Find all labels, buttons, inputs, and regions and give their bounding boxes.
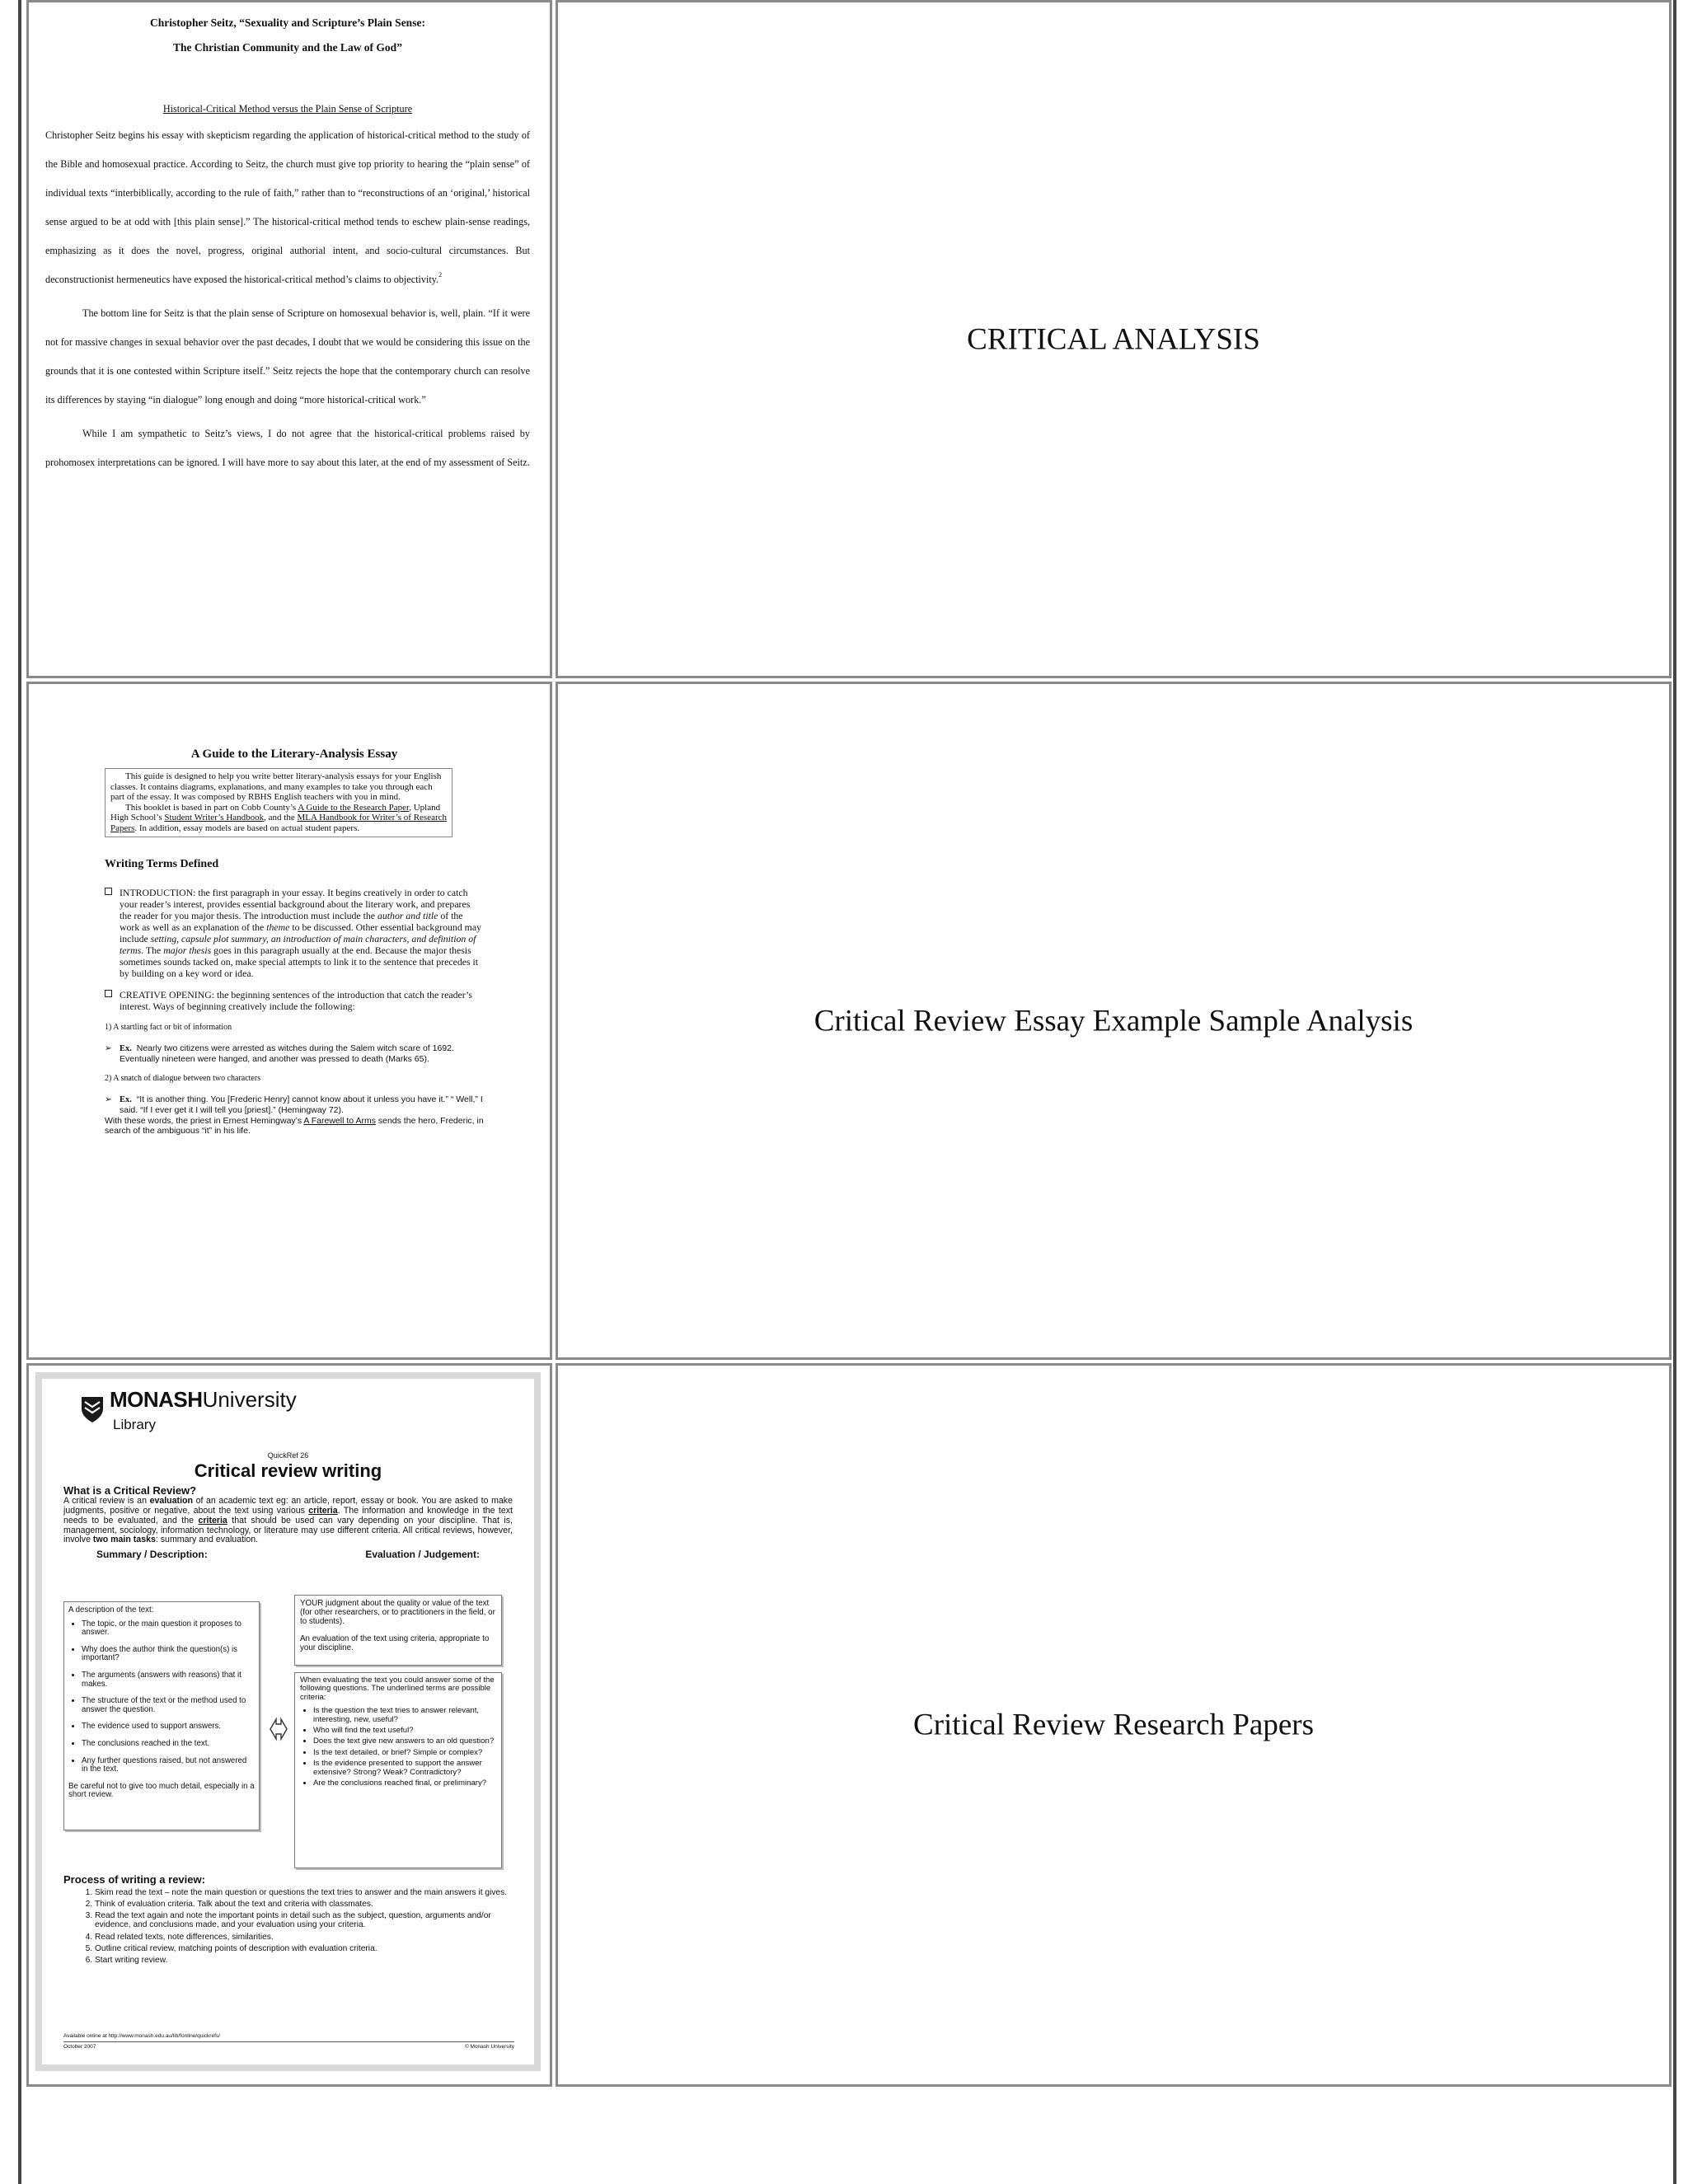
guide-title: A Guide to the Literary-Analysis Essay	[190, 748, 398, 761]
document-page-literary-guide	[29, 684, 550, 1357]
caption-critical-review-essay[interactable]: Critical Review Essay Example Sample Analysis	[814, 1004, 1414, 1038]
arrow-bullet-icon: ➢	[105, 1043, 112, 1053]
guide-example-2: ➢ Ex. “It is another thing. You [Frederic Henry] cannot know about it unless you have it.” “ Well,” I said. “If I ever get it I will tell you [priest].” (Hemingway 72).	[105, 1094, 483, 1116]
caption-critical-analysis[interactable]: CRITICAL ANALYSIS	[967, 322, 1260, 356]
doc-section-heading: Historical-Critical Method versus the Plain Sense of Scripture	[162, 103, 413, 115]
thumbnail-monash-quickref[interactable]	[26, 1363, 552, 2087]
logo-word-monash: MONASH	[110, 1387, 203, 1412]
doc-title-line2: The Christian Community and the Law of God”	[173, 41, 402, 54]
monash-logo	[80, 1387, 297, 1432]
footer-copyright: © Monash University	[464, 2044, 514, 2050]
evaluation-box-paragraph-2: An evaluation of the text using criteria, appropriate to your discipline.	[300, 1634, 490, 1652]
checkbox-bullet-icon	[105, 888, 112, 895]
guide-example-1: ➢ Ex. Nearly two citizens were arrested as witches during the Salem witch scare of 1692. Eventually nineteen were hanged, and another was pressed to death (Marks 65).	[105, 1043, 454, 1065]
guide-numbered-item-2: 2) A snatch of dialogue between two characters	[105, 1073, 261, 1083]
list-item: • The arguments (answers with reasons) that it makes.	[82, 1671, 255, 1689]
footnote-mark: 2	[438, 271, 443, 279]
thumbnail-seitz-essay[interactable]	[26, 0, 552, 678]
list-item: 1. Skim read the text – note the main question or questions the text tries to answer and the main answers it gives.	[95, 1888, 514, 1897]
doc-title-line1: Christopher Seitz, “Sexuality and Scripture’s Plain Sense:	[150, 16, 425, 29]
list-item: • Who will find the text useful?	[313, 1727, 496, 1735]
arrow-bullet-icon: ➢	[105, 1094, 112, 1104]
caption-cell-1[interactable]	[556, 0, 1672, 678]
list-item: 2. Think of evaluation criteria. Talk about the text and criteria with classmates.	[95, 1900, 514, 1909]
caption-cell-2[interactable]	[556, 682, 1672, 1360]
guide-section-heading: Writing Terms Defined	[105, 857, 219, 870]
guide-box-paragraph-1: This guide is designed to help you write better literary-analysis essays for your English classes. It contains diagrams, explanations, and many examples to take you through each part of the essay. It was composed by RBHS English teachers with you in mind.	[110, 771, 442, 803]
thumbnail-literary-guide[interactable]	[26, 682, 552, 1360]
list-item: 3. Read the text again and note the important points in detail such as the subject, question, arguments and/or evidence, and conclusions made, and your evaluation using your criteria.	[95, 1911, 514, 1929]
guide-bullet-introduction: INTRODUCTION: the first paragraph in your essay. It begins creatively in order to catch your reader’s interest, provides essential background about the literary work, and prepares the reader for you major thesis. The introduction must include the author and title of the work as well as an explanation of the theme to be discussed. Other essential background may include setting, capsule plot summary, an introduction of main characters, and definition of terms. The major thesis goes in this paragraph usually at the end. Because the major thesis sometimes sounds tacked on, make special attempts to link it to the sentence that precedes it by building on a key word or idea.	[105, 887, 484, 979]
summary-list	[68, 1620, 255, 1774]
double-arrow-icon	[270, 1713, 288, 1746]
quickref-title: Critical review writing	[194, 1460, 382, 1481]
list-item: • Is the question the text tries to answer relevant, interesting, new, useful?	[313, 1707, 496, 1724]
question-heading-2: Process of writing a review:	[63, 1873, 205, 1886]
document-page-seitz	[29, 2, 550, 676]
summary-box-heading: A description of the text:	[68, 1605, 154, 1615]
column-heading-evaluation: Evaluation / Judgement:	[365, 1548, 480, 1560]
guide-numbered-item-1: 1) A startling fact or bit of information	[105, 1022, 232, 1032]
summary-box-note: Be careful not to give too much detail, especially in a short review.	[68, 1781, 255, 1800]
guide-box-paragraph-2: This booklet is based in part on Cobb County’s A Guide to the Research Paper, Upland High School’s Student Writer’s Handbook, and the MLA Handbook for Writer’s of Research Papers. In addition, essay models are based on actual student papers.	[110, 802, 448, 833]
document-page-shadow	[35, 1372, 541, 2071]
document-page-monash	[42, 1379, 534, 2064]
list-item: 4. Read related texts, note differences, similarities.	[95, 1933, 514, 1942]
question-heading-1: What is a Critical Review?	[63, 1483, 197, 1497]
summary-box	[63, 1601, 260, 1830]
list-item: • Does the text give new answers to an old question?	[313, 1737, 496, 1746]
quickref-number: QuickRef 26	[267, 1451, 309, 1460]
list-item: • Any further questions raised, but not answered in the text.	[82, 1757, 255, 1774]
list-item: 5. Outline critical review, matching points of description with evaluation criteria.	[95, 1944, 514, 1953]
list-item: • The topic, or the main question it proposes to answer.	[82, 1620, 255, 1638]
column-heading-summary: Summary / Description:	[96, 1548, 208, 1560]
monash-shield-icon	[80, 1395, 105, 1423]
footer-url: Available online at http://www.monash.edu.au/lib/fonline/quickrefs/	[63, 2033, 220, 2039]
list-item: • Are the conclusions reached final, or preliminary?	[313, 1779, 496, 1788]
list-item: • Is the evidence presented to support the answer extensive? Strong? Weak? Contradictory?	[313, 1760, 496, 1777]
list-item: • The conclusions reached in the text.	[82, 1740, 255, 1749]
list-item: • The structure of the text or the method used to answer the question.	[82, 1697, 255, 1714]
checkbox-bullet-icon	[105, 990, 112, 997]
list-item: • Is the text detailed, or brief? Simple or complex?	[313, 1749, 496, 1757]
caption-cell-3[interactable]	[556, 1363, 1672, 2087]
footer-divider	[63, 2041, 514, 2042]
evaluation-box-paragraph-1: YOUR judgment about the quality or value of the text (for other researchers, or to practitioners in the field, or to students).	[300, 1599, 495, 1626]
logo-library: Library	[113, 1417, 156, 1432]
logo-word-university: University	[202, 1387, 297, 1412]
criteria-box	[294, 1672, 502, 1868]
criteria-box-heading: When evaluating the text you could answer some of the following questions. The underlined terms are possible criteria:	[300, 1675, 495, 1702]
guide-bullet-creative-opening: CREATIVE OPENING: the beginning sentences of the introduction that catch the reader’s interest. Ways of beginning creatively include the following:	[105, 989, 484, 1012]
doc-paragraph-1: Christopher Seitz begins his essay with skepticism regarding the application of historical-critical method to the study of the Bible and homosexual practice. According to Seitz, the church must give top priority to hearing the “plain sense” of individual texts “interbiblically, according to the rule of faith,” rather than to “reconstructions of an ‘original,’ historical sense argued to be at odd with [this plain sense].” The historical-critical method tends to eschew plain-sense readings, emphasizing as it does the novel, progress, original authorial intent, and socio-cultural circumstances. But deconstructionist hermeneutics have exposed the historical-critical method’s claims to objectivity.$^2$	[45, 129, 530, 285]
guide-example-2-followup: With these words, the priest in Ernest Hemingway’s A Farewell to Arms sends the hero, Frederic, in search of the ambiguous “it” in his life.	[105, 1115, 484, 1137]
list-item: • The evidence used to support answers.	[82, 1722, 255, 1732]
doc-paragraph-3: While I am sympathetic to Seitz’s views, I do not agree that the historical-critical problems raised by prohomosex interpretations can be ignored. I will have more to say about this later, at the end of my assessment of Seitz.	[45, 428, 530, 468]
list-item: 6. Start writing review.	[95, 1956, 514, 1965]
column-headings	[96, 1550, 480, 1560]
caption-critical-review-research[interactable]: Critical Review Research Papers	[913, 1708, 1314, 1742]
page-footer	[63, 2033, 514, 2050]
list-item: • Why does the author think the question(s) is important?	[82, 1646, 255, 1663]
process-steps	[63, 1888, 514, 1965]
doc-paragraph-2: The bottom line for Seitz is that the plain sense of Scripture on homosexual behavior is, well, plain. “If it were not for massive changes in sexual behavior over the past decades, I doubt that we would be considering this issue on the grounds that it is one contested within Scripture itself.” Seitz rejects the hope that the contemporary church can resolve its differences by staying “in dialogue” long enough and doing “more historical-critical work.”	[45, 307, 530, 405]
evaluation-box	[294, 1595, 502, 1666]
critical-review-definition: A critical review is an evaluation of an academic text eg: an article, report, essay or book. You are asked to make judgments, positive or negative, about the text using various criteria. The information and knowledge in the text needs to be evaluated, and the criteria that should be used can vary depending on your discipline. That is, management, sociology, information technology, or literature may use different criteria. All critical reviews, however, involve two main tasks: summary and evaluation.	[63, 1496, 513, 1545]
guide-intro-box	[105, 768, 452, 837]
footer-date: October 2007	[63, 2044, 96, 2050]
process-section	[63, 1875, 514, 1967]
criteria-list	[300, 1707, 496, 1788]
